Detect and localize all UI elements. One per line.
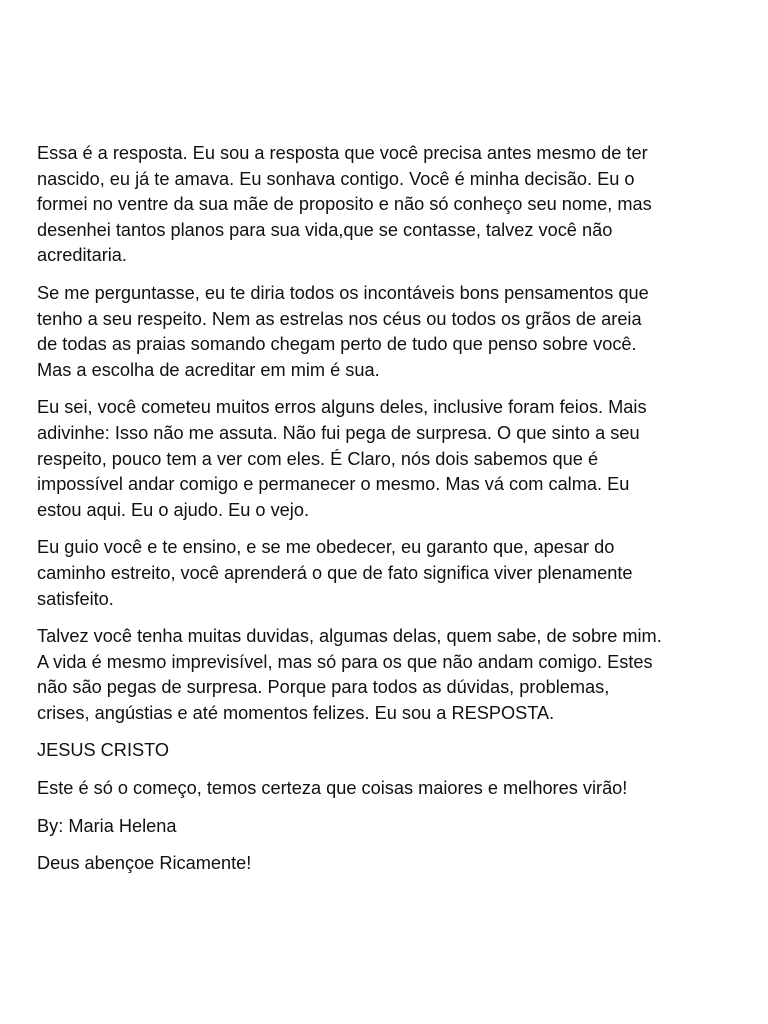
text-line: Eu sei, você cometeu muitos erros alguns deles, inclusive foram feios. Mais: [37, 397, 647, 418]
text-line: JESUS CRISTO: [37, 740, 170, 761]
closing-line: [37, 776, 753, 802]
text-line: Se me perguntasse, eu te diria todos os incontáveis bons pensamentos que: [37, 282, 649, 303]
text-line: adivinhe: Isso não me assuta. Não fui pega de surpresa. O que sinto a seu: [37, 422, 640, 443]
text-line: acreditaria.: [37, 245, 127, 266]
text-line: satisfeito.: [37, 588, 114, 609]
text-line: impossível andar comigo e permanecer o mesmo. Mas vá com calma. Eu: [37, 474, 630, 495]
text-line: Mas a escolha de acreditar em mim é sua.: [37, 359, 380, 380]
text-line: estou aqui. Eu o ajudo. Eu o vejo.: [37, 499, 309, 520]
document-page: [37, 141, 753, 889]
text-line: de todas as praias somando chegam perto de tudo que penso sobre você.: [37, 334, 637, 355]
text-line: caminho estreito, você aprenderá o que de fato significa viver plenamente: [37, 562, 633, 583]
paragraph-4: [37, 535, 753, 612]
paragraph-3: [37, 395, 753, 523]
text-line: nascido, eu já te amava. Eu sonhava contigo. Você é minha decisão. Eu o: [37, 168, 635, 189]
paragraph-2: [37, 281, 753, 383]
text-line: desenhei tantos planos para sua vida,que se contasse, talvez você não: [37, 219, 613, 240]
paragraph-5: [37, 624, 753, 726]
text-line: Este é só o começo, temos certeza que coisas maiores e melhores virão!: [37, 778, 628, 799]
text-line: tenho a seu respeito. Nem as estrelas nos céus ou todos os grãos de areia: [37, 308, 642, 329]
text-line: By: Maria Helena: [37, 815, 177, 836]
blessing-line: [37, 851, 753, 877]
text-line: Eu guio você e te ensino, e se me obedecer, eu garanto que, apesar do: [37, 537, 615, 558]
text-line: formei no ventre da sua mãe de proposito e não só conheço seu nome, mas: [37, 194, 652, 215]
text-line: Deus abençoe Ricamente!: [37, 853, 252, 874]
text-line: Talvez você tenha muitas duvidas, algumas delas, quem sabe, de sobre mim.: [37, 626, 662, 647]
text-line: Essa é a resposta. Eu sou a resposta que você precisa antes mesmo de ter: [37, 143, 648, 163]
author-line: [37, 814, 753, 840]
paragraph-1: [37, 141, 753, 269]
text-line: não são pegas de surpresa. Porque para todos as dúvidas, problemas,: [37, 677, 610, 698]
text-line: A vida é mesmo imprevisível, mas só para os que não andam comigo. Estes: [37, 651, 653, 672]
signature-line: [37, 738, 753, 764]
text-line: respeito, pouco tem a ver com eles. É Claro, nós dois sabemos que é: [37, 448, 599, 469]
text-line: crises, angústias e até momentos felizes. Eu sou a RESPOSTA.: [37, 702, 555, 723]
